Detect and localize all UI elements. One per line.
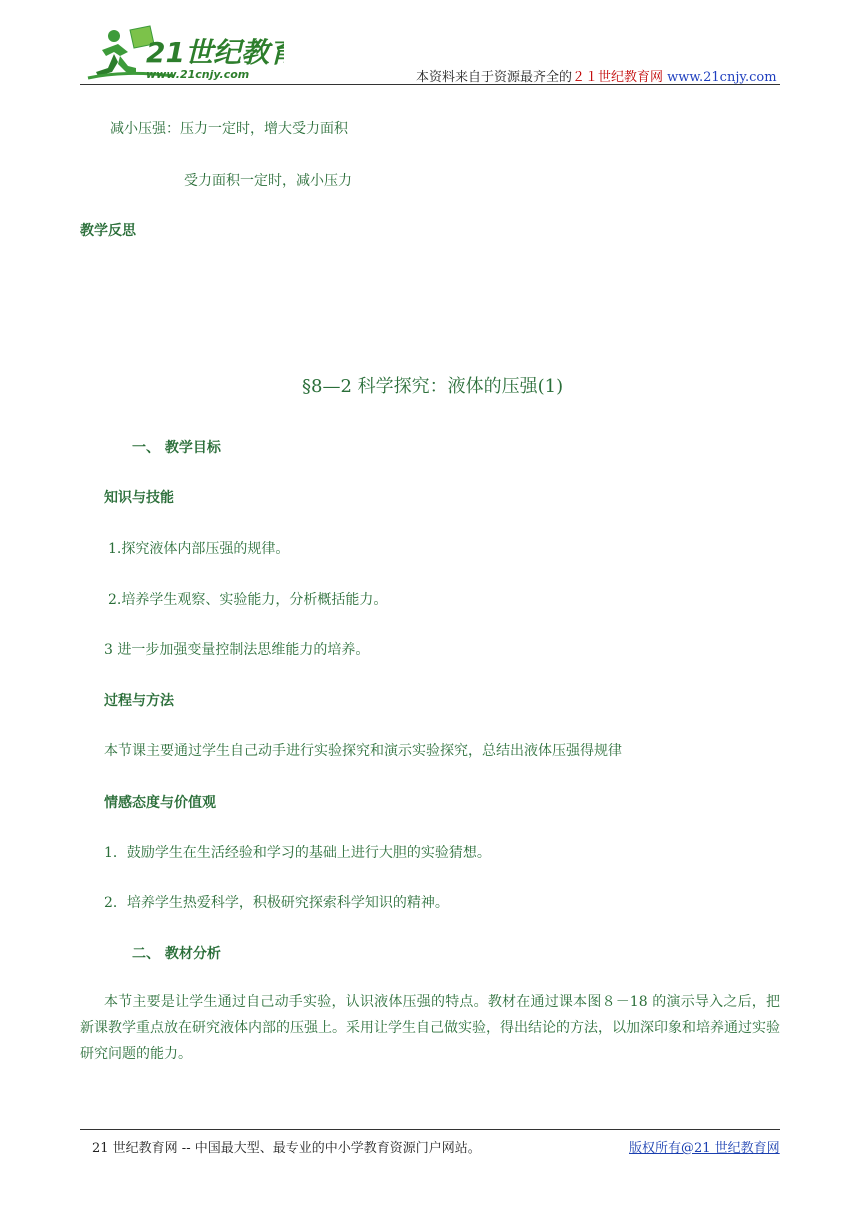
emotion-item: 1．鼓励学生在生活经验和学习的基础上进行大胆的实验猜想。 — [104, 845, 491, 861]
header-note-site[interactable]: www.21cnjy.com — [667, 70, 777, 85]
header-note-brand: ２１世纪教育网 — [572, 70, 664, 85]
emotion-item: 2．培养学生热爱科学，积极研究探索科学知识的精神。 — [104, 895, 449, 911]
pressure-reduce-line-1: 减小压强：压力一定时，增大受力面积 — [110, 121, 348, 137]
footer-divider — [80, 1129, 780, 1130]
site-logo — [84, 22, 284, 86]
goals-heading: 一、 教学目标 — [132, 440, 221, 456]
emotion-heading: 情感态度与价值观 — [104, 795, 216, 811]
footer-description: 21 世纪教育网 -- 中国最大型、最专业的中小学教育资源门户网站。 — [92, 1141, 481, 1156]
header-source-note — [416, 66, 777, 85]
footer-copyright-link[interactable]: 版权所有@21 世纪教育网 — [629, 1141, 780, 1156]
lesson-title: §8—2 科学探究：液体的压强(1) — [302, 376, 564, 397]
logo-graphic — [84, 22, 284, 86]
logo-url-text: www.21cnjy.com — [146, 68, 250, 81]
analysis-paragraph: 本节主要是让学生通过自己动手实验，认识液体压强的特点。教材在通过课本图８－18 的演示导入之后，把新课教学重点放在研究液体内部的压强上。采用让学生自己做实验，得出结论的方法，以加深印象和培养通过实验研究问题的能力。 — [80, 994, 780, 1062]
header-divider — [80, 84, 780, 85]
knowledge-item: 1.探究液体内部压强的规律。 — [108, 541, 290, 557]
reflection-heading: 教学反思 — [80, 223, 136, 239]
analysis-heading: 二、 教材分析 — [132, 946, 221, 962]
process-heading: 过程与方法 — [104, 693, 174, 709]
knowledge-heading: 知识与技能 — [104, 490, 174, 506]
knowledge-item: 2.培养学生观察、实验能力，分析概括能力。 — [108, 592, 388, 608]
pressure-reduce-line-2: 受力面积一定时，减小压力 — [184, 173, 352, 189]
process-text: 本节课主要通过学生自己动手进行实验探究和演示实验探究，总结出液体压强得规律 — [104, 743, 622, 759]
logo-brand-text: 21世纪教育 — [146, 36, 284, 69]
header-note-prefix: 本资料来自于资源最齐全的 — [416, 70, 573, 85]
knowledge-item: 3 进一步加强变量控制法思维能力的培养。 — [104, 642, 370, 658]
